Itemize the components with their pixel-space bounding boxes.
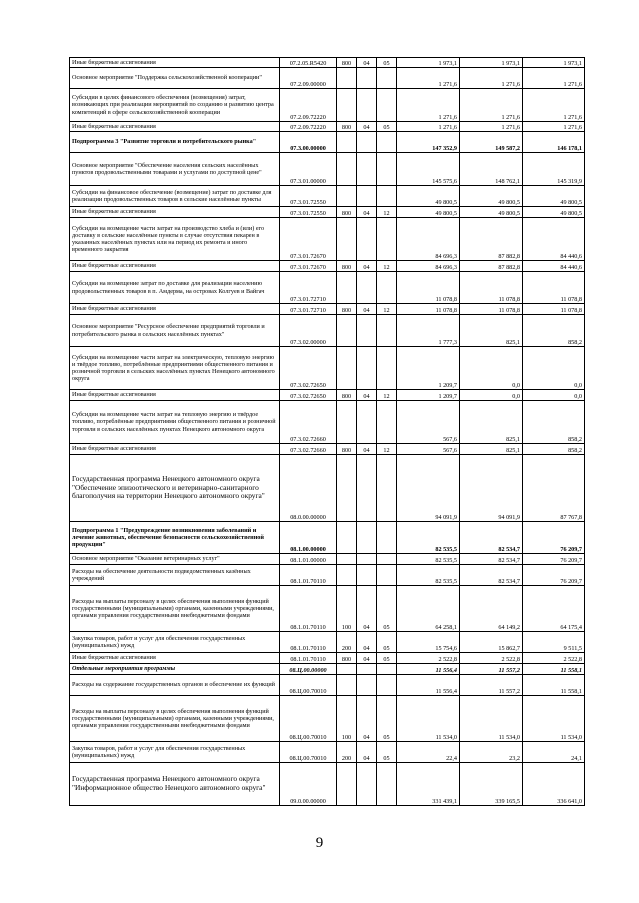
subsection-code — [377, 664, 397, 675]
expense-type-code: 800 — [337, 653, 357, 664]
subsection-code: 05 — [377, 586, 397, 632]
amount-year-1: 49 800,5 — [397, 186, 460, 207]
budget-item-name: Подпрограмма 1 "Предупреждение возникновения заболеваний и лечение животных, обеспечение безопасности сельскохозяйственной продукции" — [70, 522, 280, 554]
amount-year-1: 15 754,6 — [397, 632, 460, 653]
section-code — [357, 675, 377, 696]
section-code — [357, 89, 377, 122]
expense-type-code: 800 — [337, 58, 357, 68]
section-code: 04 — [357, 122, 377, 132]
section-code — [357, 315, 377, 347]
amount-year-1: 1 209,7 — [397, 390, 460, 401]
amount-year-1: 1 271,6 — [397, 68, 460, 89]
budget-item-code: 09.0.00.00000 — [280, 763, 337, 806]
amount-year-2: 825,1 — [460, 315, 523, 347]
subsection-code: 05 — [377, 742, 397, 763]
section-code — [357, 347, 377, 390]
amount-year-1: 1 973,1 — [397, 58, 460, 68]
subsection-code — [377, 272, 397, 304]
budget-item-name: Иные бюджетные ассигнования — [70, 58, 280, 68]
amount-year-3: 76 209,7 — [523, 565, 585, 586]
amount-year-3: 11 558,1 — [523, 664, 585, 675]
subsection-code — [377, 68, 397, 89]
expense-type-code — [337, 218, 357, 261]
amount-year-3: 64 175,4 — [523, 586, 585, 632]
subsection-code: 12 — [377, 207, 397, 218]
budget-item-name: Субсидии на возмещение затрат по доставке для реализации населению продовольственных товаров в п. Амдерма, на островах Колгуев и Вайгач — [70, 272, 280, 304]
table-row — [70, 632, 585, 653]
expense-type-code — [337, 132, 357, 153]
expense-type-code: 800 — [337, 304, 357, 315]
expense-type-code — [337, 522, 357, 554]
budget-item-name: Основное мероприятие "Ресурсное обеспечение предприятий торговли и потребительского рынка в сельских населённых пунктах" — [70, 315, 280, 347]
section-code — [357, 664, 377, 675]
budget-item-name: Основное мероприятие "Поддержка сельскохозяйственной кооперации" — [70, 68, 280, 89]
budget-item-name: Иные бюджетные ассигнования — [70, 653, 280, 664]
amount-year-1: 2 522,8 — [397, 653, 460, 664]
subsection-code — [377, 218, 397, 261]
amount-year-2: 2 522,8 — [460, 653, 523, 664]
subsection-code — [377, 565, 397, 586]
amount-year-2: 49 800,5 — [460, 207, 523, 218]
budget-item-name: Основное мероприятие "Обеспечение населения сельских населённых пунктов продовольственными товарами и услугами по доступной цене" — [70, 153, 280, 186]
subsection-code — [377, 315, 397, 347]
table-row — [70, 186, 585, 207]
amount-year-3: 49 800,5 — [523, 186, 585, 207]
subsection-code — [377, 401, 397, 444]
subsection-code: 05 — [377, 122, 397, 132]
amount-year-3: 11 078,8 — [523, 304, 585, 315]
table-row — [70, 763, 585, 806]
amount-year-1: 1 209,7 — [397, 347, 460, 390]
subsection-code: 05 — [377, 696, 397, 742]
subsection-code — [377, 153, 397, 186]
budget-item-name: Отдельные мероприятия программы — [70, 664, 280, 675]
amount-year-2: 11 557,2 — [460, 675, 523, 696]
subsection-code — [377, 522, 397, 554]
expense-type-code — [337, 347, 357, 390]
amount-year-3: 11 558,1 — [523, 675, 585, 696]
budget-table — [69, 57, 585, 806]
amount-year-1: 22,4 — [397, 742, 460, 763]
amount-year-2: 1 271,6 — [460, 122, 523, 132]
subsection-code: 12 — [377, 304, 397, 315]
section-code — [357, 763, 377, 806]
amount-year-1: 1 271,6 — [397, 89, 460, 122]
amount-year-2: 11 078,8 — [460, 272, 523, 304]
budget-item-name: Субсидии на возмещение части затрат на электрическую, тепловую энергию и твёрдое топливо, потреблённые предприятиями общественного питания и розничной торговли в сельских населённых пунктах Ненецкого автономного округа — [70, 347, 280, 390]
section-code: 04 — [357, 586, 377, 632]
budget-item-code: 07.2.05.R5420 — [280, 58, 337, 68]
budget-item-code: 08.1.01.70110 — [280, 653, 337, 664]
section-code: 04 — [357, 696, 377, 742]
section-code: 04 — [357, 444, 377, 455]
section-code: 04 — [357, 632, 377, 653]
amount-year-3: 84 440,6 — [523, 218, 585, 261]
table-row — [70, 315, 585, 347]
expense-type-code — [337, 455, 357, 522]
table-row — [70, 272, 585, 304]
table-row — [70, 522, 585, 554]
amount-year-1: 1 777,3 — [397, 315, 460, 347]
table-row — [70, 653, 585, 664]
budget-item-code: 07.3.01.72670 — [280, 261, 337, 272]
amount-year-3: 76 209,7 — [523, 554, 585, 565]
budget-item-name: Субсидии на финансовое обеспечение (возмещение) затрат по доставке для реализации продовольственных товаров в сельские населённые пункты — [70, 186, 280, 207]
amount-year-3: 1 271,6 — [523, 68, 585, 89]
section-code — [357, 522, 377, 554]
amount-year-3: 49 800,5 — [523, 207, 585, 218]
amount-year-1: 567,6 — [397, 401, 460, 444]
amount-year-1: 49 800,5 — [397, 207, 460, 218]
subsection-code — [377, 132, 397, 153]
budget-item-name: Субсидии в целях финансового обеспечения (возмещения) затрат, возникающих при реализации мероприятий по созданию и развитию центра компетенций в сфере сельскохозяйственной кооперации — [70, 89, 280, 122]
amount-year-2: 82 534,7 — [460, 565, 523, 586]
section-code — [357, 401, 377, 444]
amount-year-1: 11 078,8 — [397, 272, 460, 304]
amount-year-1: 11 556,4 — [397, 675, 460, 696]
expense-type-code — [337, 153, 357, 186]
table-row — [70, 742, 585, 763]
budget-item-name: Субсидии на возмещение части затрат на производство хлеба и (или) его доставку в сельские населённые пункты в случае отсутствия пекарен в указанных населённых пунктах или на период их ремонта и иного временного закрытия — [70, 218, 280, 261]
amount-year-2: 87 882,8 — [460, 261, 523, 272]
budget-item-code: 07.3.01.00000 — [280, 153, 337, 186]
budget-item-name: Субсидии на возмещение части затрат на тепловую энергию и твёрдое топливо, потреблённые предприятиями общественного питания и розничной торговли в сельских населённых пунктах Ненецкого автономного округа — [70, 401, 280, 444]
amount-year-2: 49 800,5 — [460, 186, 523, 207]
amount-year-3: 146 178,1 — [523, 132, 585, 153]
page-number: 9 — [315, 835, 324, 851]
budget-item-code: 08.1.00.00000 — [280, 522, 337, 554]
subsection-code: 12 — [377, 444, 397, 455]
expense-type-code — [337, 763, 357, 806]
subsection-code — [377, 675, 397, 696]
subsection-code — [377, 347, 397, 390]
budget-item-name: Расходы на выплаты персоналу в целях обеспечения выполнения функций государственными (муниципальными) органами, казенными учреждениями, органами управления государственными внебюджетными фондами — [70, 696, 280, 742]
budget-item-code: 07.2.09.72220 — [280, 89, 337, 122]
budget-item-name: Иные бюджетные ассигнования — [70, 207, 280, 218]
table-row — [70, 554, 585, 565]
budget-item-code: 07.3.02.72650 — [280, 347, 337, 390]
amount-year-2: 0,0 — [460, 390, 523, 401]
budget-item-code: 08.Ц.00.70010 — [280, 742, 337, 763]
budget-item-name: Иные бюджетные ассигнования — [70, 261, 280, 272]
amount-year-3: 1 271,6 — [523, 89, 585, 122]
amount-year-3: 9 511,5 — [523, 632, 585, 653]
budget-item-name: Расходы на содержание государственных органов и обеспечение их функций — [70, 675, 280, 696]
subsection-code: 05 — [377, 632, 397, 653]
expense-type-code: 200 — [337, 632, 357, 653]
budget-item-code: 08.1.01.70110 — [280, 586, 337, 632]
budget-item-code: 08.1.01.70110 — [280, 565, 337, 586]
amount-year-3: 1 271,6 — [523, 122, 585, 132]
section-code: 04 — [357, 207, 377, 218]
amount-year-1: 11 078,8 — [397, 304, 460, 315]
budget-item-name: Основное мероприятие "Оказание ветеринарных услуг" — [70, 554, 280, 565]
table-row — [70, 68, 585, 89]
amount-year-1: 64 258,1 — [397, 586, 460, 632]
amount-year-2: 64 149,2 — [460, 586, 523, 632]
expense-type-code — [337, 565, 357, 586]
budget-item-code: 08.1.01.00000 — [280, 554, 337, 565]
table-row — [70, 261, 585, 272]
budget-item-name: Государственная программа Ненецкого автономного округа "Обеспечение эпизоотического и ветеринарно-санитарного благополучия на территории Ненецкого автономного округа" — [70, 455, 280, 522]
budget-item-name: Иные бюджетные ассигнования — [70, 304, 280, 315]
expense-type-code: 800 — [337, 207, 357, 218]
amount-year-2: 82 534,7 — [460, 522, 523, 554]
amount-year-1: 11 556,4 — [397, 664, 460, 675]
budget-item-name: Закупка товаров, работ и услуг для обеспечения государственных (муниципальных) нужд — [70, 632, 280, 653]
expense-type-code: 800 — [337, 444, 357, 455]
expense-type-code: 800 — [337, 122, 357, 132]
budget-item-code: 08.Ц.00.00000 — [280, 664, 337, 675]
amount-year-2: 339 165,5 — [460, 763, 523, 806]
amount-year-3: 87 767,8 — [523, 455, 585, 522]
table-row — [70, 153, 585, 186]
amount-year-3: 858,2 — [523, 401, 585, 444]
expense-type-code: 100 — [337, 696, 357, 742]
budget-item-code: 08.Ц.00.70010 — [280, 675, 337, 696]
expense-type-code — [337, 89, 357, 122]
budget-table-body — [70, 58, 585, 806]
amount-year-2: 1 271,6 — [460, 89, 523, 122]
table-row — [70, 347, 585, 390]
expense-type-code — [337, 554, 357, 565]
section-code — [357, 68, 377, 89]
section-code: 04 — [357, 261, 377, 272]
budget-item-code: 08.0.00.00000 — [280, 455, 337, 522]
expense-type-code: 200 — [337, 742, 357, 763]
budget-item-code: 07.3.01.72710 — [280, 304, 337, 315]
table-row — [70, 586, 585, 632]
table-row — [70, 58, 585, 68]
section-code — [357, 554, 377, 565]
amount-year-2: 23,2 — [460, 742, 523, 763]
section-code — [357, 565, 377, 586]
section-code — [357, 132, 377, 153]
section-code — [357, 218, 377, 261]
expense-type-code — [337, 675, 357, 696]
expense-type-code: 100 — [337, 586, 357, 632]
amount-year-3: 11 078,8 — [523, 272, 585, 304]
budget-item-code: 07.3.01.72710 — [280, 272, 337, 304]
table-row — [70, 565, 585, 586]
amount-year-3: 858,2 — [523, 315, 585, 347]
amount-year-3: 24,1 — [523, 742, 585, 763]
section-code — [357, 272, 377, 304]
amount-year-2: 11 534,0 — [460, 696, 523, 742]
expense-type-code — [337, 68, 357, 89]
table-row — [70, 455, 585, 522]
budget-item-name: Иные бюджетные ассигнования — [70, 390, 280, 401]
amount-year-1: 84 696,3 — [397, 261, 460, 272]
amount-year-1: 1 271,6 — [397, 122, 460, 132]
table-row — [70, 390, 585, 401]
budget-item-code: 07.3.01.72670 — [280, 218, 337, 261]
amount-year-1: 145 575,6 — [397, 153, 460, 186]
table-row — [70, 675, 585, 696]
table-row — [70, 122, 585, 132]
amount-year-2: 11 078,8 — [460, 304, 523, 315]
budget-item-code: 07.3.00.00000 — [280, 132, 337, 153]
budget-item-code: 07.3.01.72550 — [280, 207, 337, 218]
amount-year-1: 82 535,5 — [397, 522, 460, 554]
subsection-code: 12 — [377, 261, 397, 272]
subsection-code: 05 — [377, 58, 397, 68]
expense-type-code — [337, 272, 357, 304]
expense-type-code — [337, 186, 357, 207]
budget-item-name: Расходы на обеспечение деятельности подведомственных казённых учреждений — [70, 565, 280, 586]
budget-item-name: Государственная программа Ненецкого автономного округа "Информационное общество Ненецкого автономного округа" — [70, 763, 280, 806]
section-code: 04 — [357, 304, 377, 315]
budget-item-code: 07.2.09.72220 — [280, 122, 337, 132]
amount-year-2: 0,0 — [460, 347, 523, 390]
amount-year-2: 15 862,7 — [460, 632, 523, 653]
subsection-code — [377, 554, 397, 565]
subsection-code: 05 — [377, 653, 397, 664]
amount-year-3: 84 440,6 — [523, 261, 585, 272]
budget-item-code: 07.3.01.72550 — [280, 186, 337, 207]
amount-year-1: 82 535,5 — [397, 554, 460, 565]
expense-type-code — [337, 664, 357, 675]
amount-year-3: 0,0 — [523, 347, 585, 390]
budget-item-code: 07.3.02.00000 — [280, 315, 337, 347]
amount-year-1: 331 439,1 — [397, 763, 460, 806]
expense-type-code: 800 — [337, 261, 357, 272]
subsection-code: 12 — [377, 390, 397, 401]
table-row — [70, 218, 585, 261]
amount-year-3: 858,2 — [523, 444, 585, 455]
amount-year-3: 0,0 — [523, 390, 585, 401]
amount-year-2: 825,1 — [460, 401, 523, 444]
table-row — [70, 132, 585, 153]
amount-year-2: 82 534,7 — [460, 554, 523, 565]
amount-year-1: 82 535,5 — [397, 565, 460, 586]
section-code: 04 — [357, 390, 377, 401]
table-row — [70, 401, 585, 444]
budget-item-code: 08.Ц.00.70010 — [280, 696, 337, 742]
amount-year-2: 825,1 — [460, 444, 523, 455]
subsection-code — [377, 89, 397, 122]
budget-item-name: Подпрограмма 3 "Развитие торговли и потребительского рынка" — [70, 132, 280, 153]
amount-year-3: 145 319,9 — [523, 153, 585, 186]
subsection-code — [377, 455, 397, 522]
table-row — [70, 444, 585, 455]
section-code — [357, 186, 377, 207]
budget-item-code: 07.3.02.72650 — [280, 390, 337, 401]
budget-item-name: Иные бюджетные ассигнования — [70, 444, 280, 455]
table-row — [70, 696, 585, 742]
amount-year-2: 11 557,2 — [460, 664, 523, 675]
budget-item-code: 07.2.09.00000 — [280, 68, 337, 89]
table-row — [70, 89, 585, 122]
amount-year-3: 1 973,1 — [523, 58, 585, 68]
amount-year-1: 94 091,9 — [397, 455, 460, 522]
table-row — [70, 664, 585, 675]
budget-item-code: 08.1.01.70110 — [280, 632, 337, 653]
section-code: 04 — [357, 742, 377, 763]
amount-year-2: 1 973,1 — [460, 58, 523, 68]
budget-item-name: Закупка товаров, работ и услуг для обеспечения государственных (муниципальных) нужд — [70, 742, 280, 763]
amount-year-1: 84 696,3 — [397, 218, 460, 261]
amount-year-3: 11 534,0 — [523, 696, 585, 742]
amount-year-1: 147 352,9 — [397, 132, 460, 153]
section-code — [357, 455, 377, 522]
amount-year-2: 148 762,1 — [460, 153, 523, 186]
expense-type-code — [337, 401, 357, 444]
subsection-code — [377, 763, 397, 806]
section-code — [357, 153, 377, 186]
budget-item-name: Расходы на выплаты персоналу в целях обеспечения выполнения функций государственными (муниципальными) органами, казенными учреждениями, органами управления государственными внебюджетными фондами — [70, 586, 280, 632]
section-code: 04 — [357, 653, 377, 664]
amount-year-1: 11 534,0 — [397, 696, 460, 742]
table-row — [70, 207, 585, 218]
subsection-code — [377, 186, 397, 207]
section-code: 04 — [357, 58, 377, 68]
expense-type-code: 800 — [337, 390, 357, 401]
budget-item-code: 07.3.02.72660 — [280, 444, 337, 455]
expense-type-code — [337, 315, 357, 347]
amount-year-2: 149 587,2 — [460, 132, 523, 153]
budget-item-code: 07.3.02.72660 — [280, 401, 337, 444]
amount-year-1: 567,6 — [397, 444, 460, 455]
amount-year-2: 87 882,8 — [460, 218, 523, 261]
budget-item-name: Иные бюджетные ассигнования — [70, 122, 280, 132]
amount-year-2: 94 091,9 — [460, 455, 523, 522]
amount-year-3: 76 209,7 — [523, 522, 585, 554]
table-row — [70, 304, 585, 315]
amount-year-2: 1 271,6 — [460, 68, 523, 89]
amount-year-3: 336 641,0 — [523, 763, 585, 806]
amount-year-3: 2 522,8 — [523, 653, 585, 664]
